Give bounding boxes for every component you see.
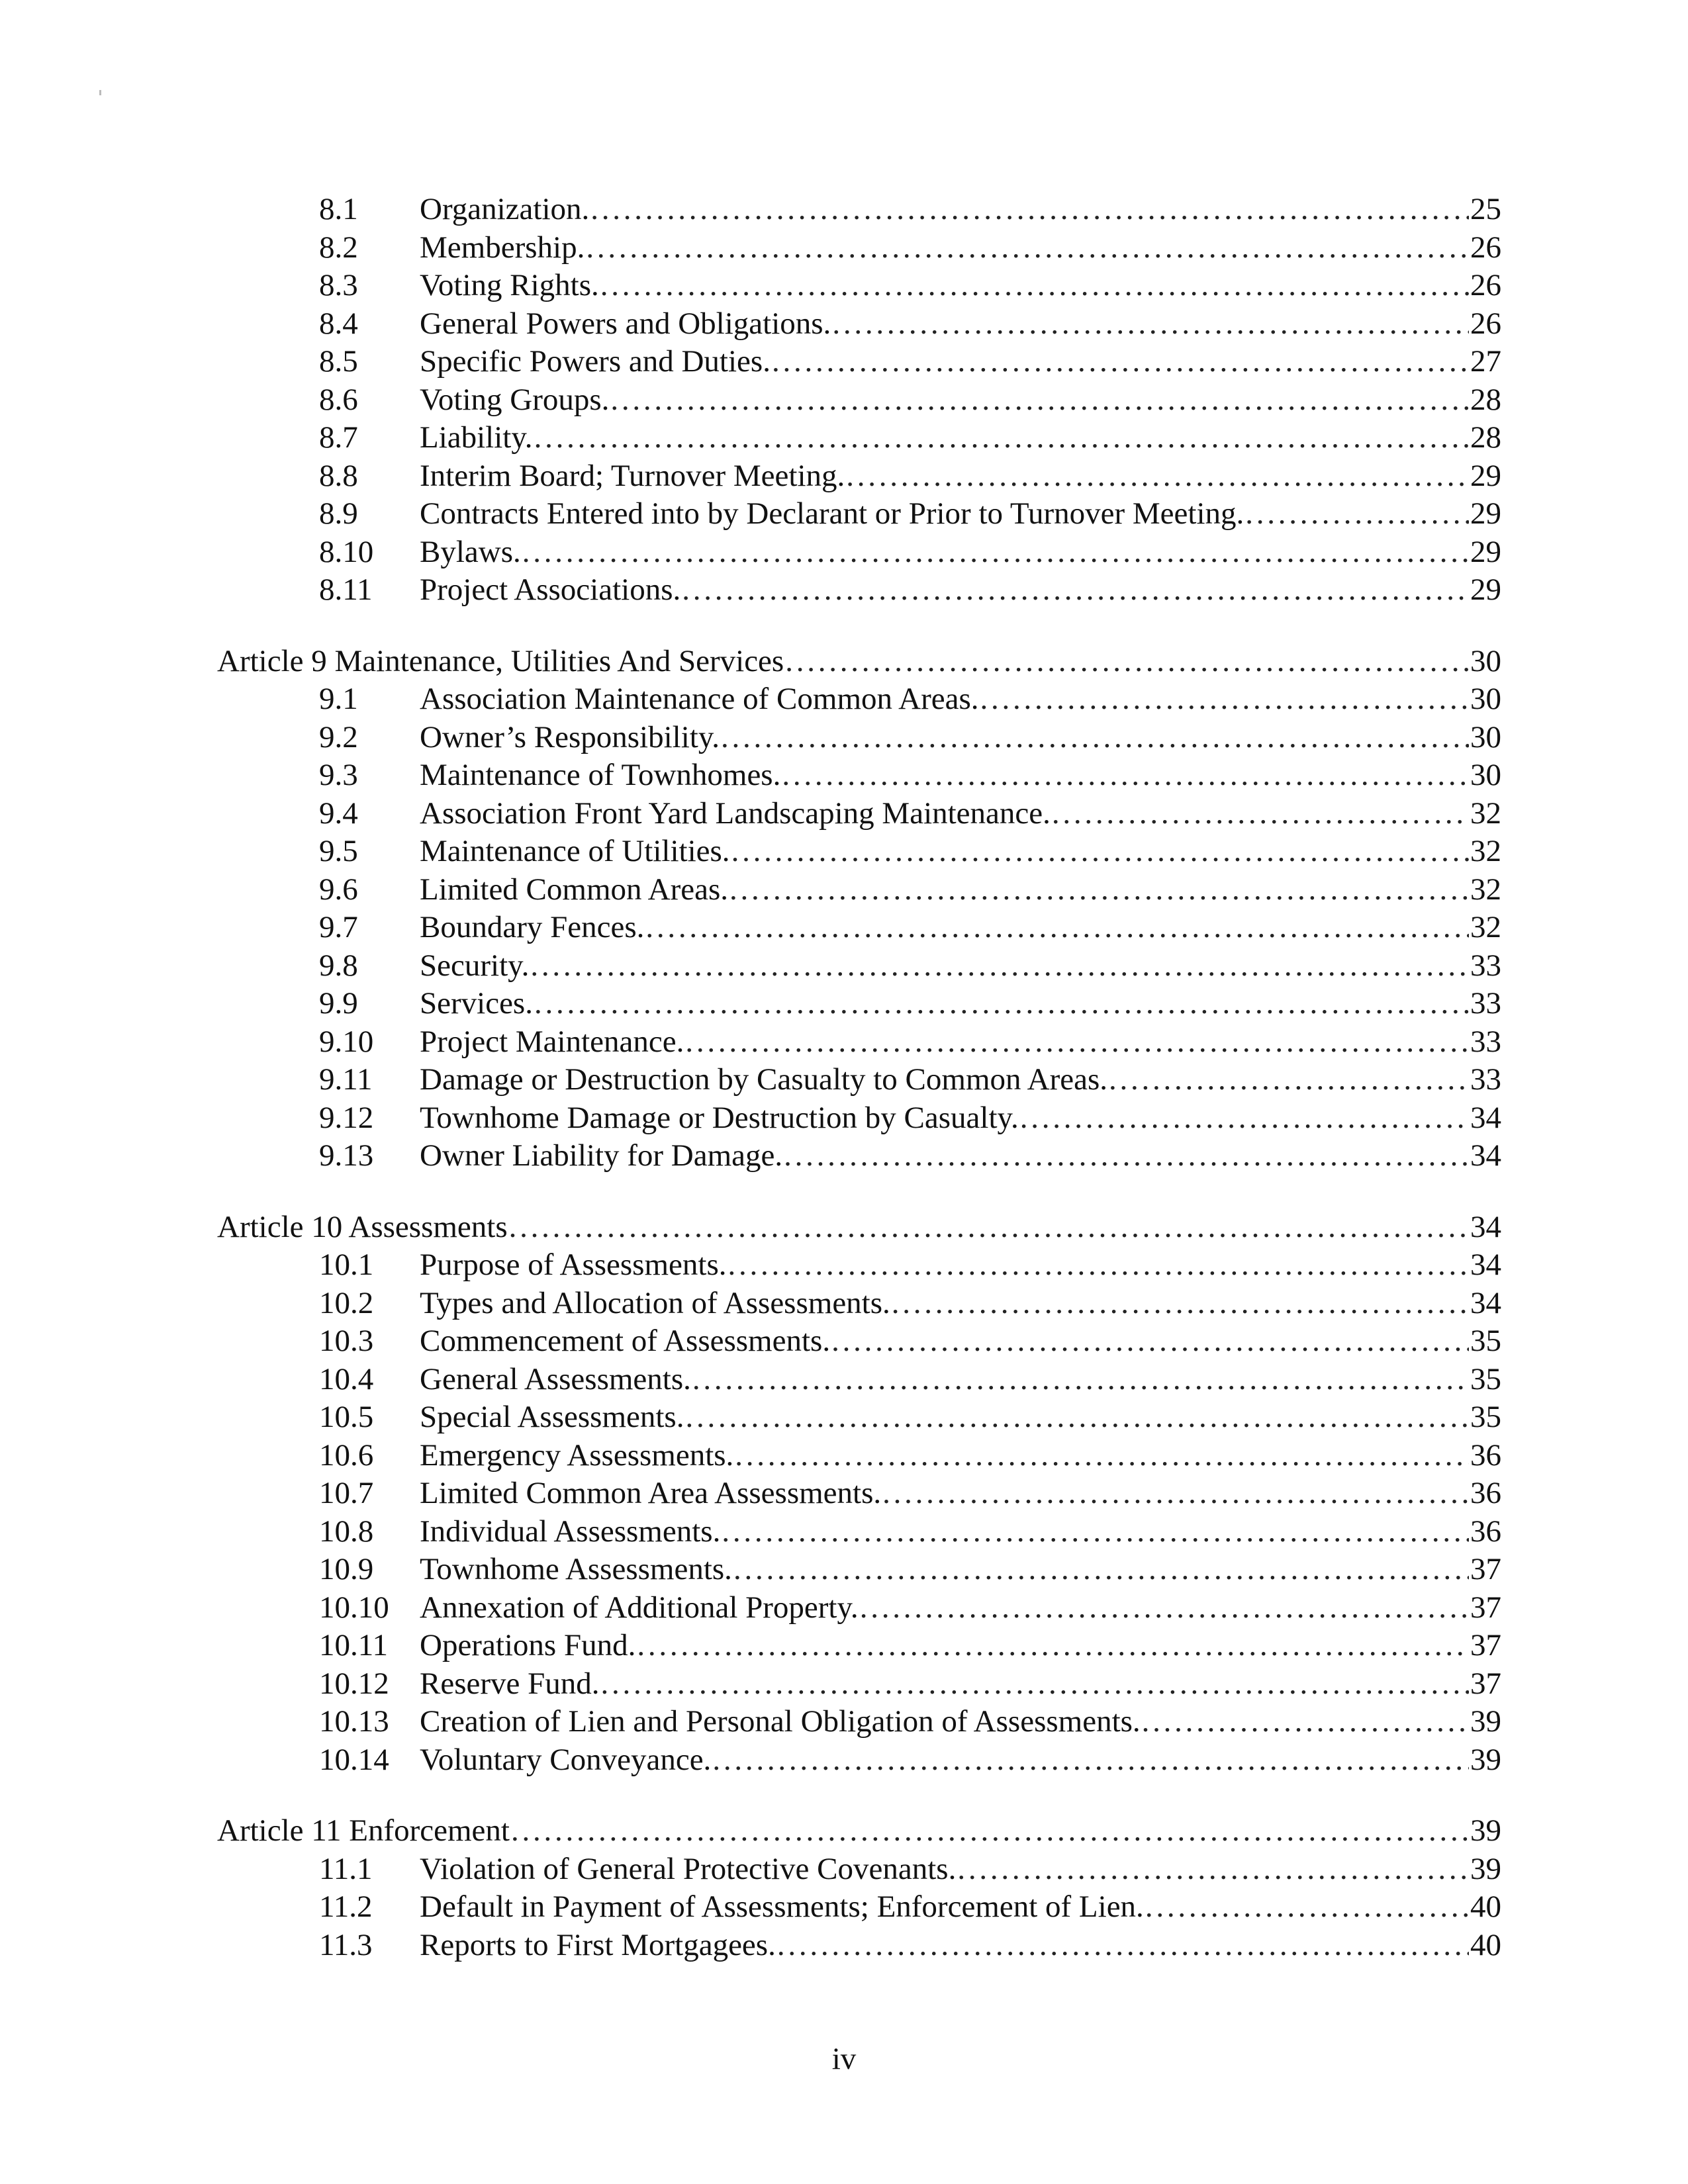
toc-entry-line (420, 1398, 1501, 1437)
toc-entry-number: 10.6 (319, 1437, 374, 1473)
toc-entry-number: 9.11 (319, 1062, 373, 1097)
toc-entry-number: 9.2 (319, 719, 358, 754)
toc-entry-number: 10.9 (319, 1552, 374, 1586)
toc-entry-line (420, 1023, 1501, 1062)
toc-entry-number: 8.7 (319, 420, 358, 455)
toc-dot-leader (860, 1589, 1469, 1627)
toc-entry-number: 8.9 (319, 496, 358, 531)
toc-dot-leader (1142, 1703, 1469, 1741)
toc-entry-title: Limited Common Areas. (420, 872, 729, 907)
toc-entry-title: Special Assessments. (420, 1400, 684, 1434)
toc-entry-title: Contracts Entered into by Declarant or Prior to Turnover Meeting. (420, 496, 1244, 531)
toc-entry-row (217, 457, 1501, 496)
toc-entry-line (420, 1246, 1501, 1285)
toc-dot-leader (610, 381, 1469, 420)
toc-dot-leader (782, 756, 1469, 795)
toc-entry-title: Townhome Assessments. (420, 1552, 732, 1586)
toc-entry-row (217, 909, 1501, 947)
toc-entry-row (217, 229, 1501, 267)
toc-entry-number: 11.3 (319, 1927, 373, 1962)
toc-entry-line (420, 795, 1501, 833)
toc-entry-row (217, 1398, 1501, 1437)
toc-entry-row (217, 1627, 1501, 1665)
toc-entry-row (217, 1322, 1501, 1361)
toc-entry-page: 40 (1470, 1889, 1501, 1924)
toc-entry-line (420, 1475, 1501, 1513)
toc-entry-number: 10.10 (319, 1590, 389, 1625)
toc-entry-number: 10.1 (319, 1248, 374, 1282)
toc-entry-row (217, 1099, 1501, 1138)
toc-entry-title: Owner’s Responsibility. (420, 719, 720, 754)
toc-entry-row (217, 1023, 1501, 1062)
toc-entry-title: Violation of General Protective Covenants. (420, 1851, 957, 1886)
toc-article-title: Article 9 Maintenance, Utilities And Services (217, 643, 784, 678)
toc-entry-number: 10.14 (319, 1742, 389, 1777)
toc-entry-number: 10.8 (319, 1514, 374, 1549)
toc-dot-leader (832, 305, 1469, 343)
toc-entry-row (217, 1285, 1501, 1323)
toc-entry-line (420, 985, 1501, 1023)
toc-entry-page: 33 (1470, 1024, 1501, 1059)
toc-entry-title: Reports to First Mortgagees. (420, 1927, 776, 1962)
toc-entry-page: 25 (1470, 192, 1501, 226)
toc-entry-line (420, 571, 1501, 610)
toc-entry-row (217, 833, 1501, 871)
toc-entry-title: Owner Liability for Damage. (420, 1138, 783, 1173)
toc-entry-line (420, 381, 1501, 420)
toc-dot-leader (957, 1850, 1469, 1889)
toc-entry-line (420, 1665, 1501, 1704)
toc-entry-row (217, 719, 1501, 757)
toc-entry-line (420, 1061, 1501, 1099)
toc-entry-row (217, 381, 1501, 420)
toc-entry-number: 9.8 (319, 948, 358, 983)
toc-entry-page: 33 (1470, 986, 1501, 1021)
toc-dot-leader (722, 1513, 1469, 1551)
toc-dot-leader (692, 1361, 1469, 1399)
toc-entry-page: 36 (1470, 1476, 1501, 1510)
toc-entry-number: 10.13 (319, 1704, 389, 1739)
toc-entry-title: General Powers and Obligations. (420, 306, 831, 341)
toc-entry-page: 28 (1470, 420, 1501, 455)
toc-entry-page: 27 (1470, 344, 1501, 379)
toc-entry-page: 32 (1470, 834, 1501, 868)
toc-entry-title: Voluntary Conveyance. (420, 1742, 712, 1777)
scan-speck (99, 90, 101, 95)
toc-entry-page: 26 (1470, 230, 1501, 265)
toc-entry-page: 36 (1470, 1437, 1501, 1473)
toc-dot-leader (1109, 1061, 1469, 1099)
toc-entry-number: 8.6 (319, 382, 358, 417)
toc-entry-title: Commencement of Assessments. (420, 1324, 831, 1358)
toc-entry-number: 9.6 (319, 872, 358, 907)
toc-dot-leader (645, 909, 1469, 947)
toc-entry-page: 37 (1470, 1590, 1501, 1625)
toc-entry-page: 29 (1470, 534, 1501, 569)
toc-entry-page: 37 (1470, 1628, 1501, 1662)
toc-entry-page: 30 (1470, 719, 1501, 754)
toc-dot-leader (522, 533, 1469, 572)
toc-dot-leader (1020, 1099, 1469, 1138)
toc-entry-title: Operations Fund. (420, 1628, 636, 1662)
toc-dot-leader (509, 1208, 1469, 1247)
toc-entry-row (217, 947, 1501, 985)
toc-entry-page: 39 (1470, 1851, 1501, 1886)
toc-entry-line (420, 457, 1501, 496)
toc-entry-line (420, 191, 1501, 229)
toc-article-page: 34 (1470, 1209, 1501, 1244)
toc-entry-number: 8.5 (319, 344, 358, 379)
toc-entry-row (217, 533, 1501, 572)
toc-entry-title: Types and Allocation of Assessments. (420, 1285, 890, 1320)
toc-entry-title: Specific Powers and Duties. (420, 344, 771, 379)
toc-entry-line (420, 1361, 1501, 1399)
toc-entry-number: 8.10 (319, 534, 374, 569)
toc-entry-page: 34 (1470, 1285, 1501, 1320)
toc-entry-line (420, 1888, 1501, 1927)
toc-entry-title: Voting Groups. (420, 382, 610, 417)
toc-article-page: 30 (1470, 643, 1501, 678)
toc-entry-row (217, 1437, 1501, 1475)
toc-dot-leader (777, 1927, 1469, 1965)
toc-entry-line (420, 1513, 1501, 1551)
toc-entry-title: Membership. (420, 230, 585, 265)
toc-dot-leader (727, 1246, 1469, 1285)
toc-entry-number: 8.8 (319, 458, 358, 493)
toc-dot-leader (600, 267, 1469, 305)
toc-entry-number: 10.12 (319, 1666, 389, 1701)
toc-entry-line (420, 947, 1501, 985)
toc-entry-line (420, 343, 1501, 381)
toc-entry-page: 36 (1470, 1514, 1501, 1549)
toc-entry-title: Purpose of Assessments. (420, 1248, 727, 1282)
toc-article-row (217, 1208, 1501, 1247)
toc-article-row (217, 643, 1501, 681)
toc-dot-leader (721, 719, 1469, 757)
toc-entry-title: Services. (420, 986, 533, 1021)
toc-dot-leader (685, 1023, 1469, 1062)
toc-entry-line (420, 833, 1501, 871)
toc-entry-row (217, 871, 1501, 909)
toc-entry-line (420, 1741, 1501, 1780)
toc-entry-title: Maintenance of Utilities. (420, 834, 730, 868)
toc-entry-title: Limited Common Area Assessments. (420, 1476, 882, 1510)
toc-entry-title: Interim Board; Turnover Meeting. (420, 458, 845, 493)
toc-entry-title: Creation of Lien and Personal Obligation of Assessments. (420, 1704, 1141, 1739)
toc-entry-page: 34 (1470, 1138, 1501, 1173)
toc-entry-line (420, 1589, 1501, 1627)
toc-entry-row (217, 1551, 1501, 1589)
toc-entry-line (420, 1850, 1501, 1889)
toc-entry-page: 32 (1470, 796, 1501, 831)
toc-entry-number: 10.11 (319, 1628, 389, 1662)
toc-entry-number: 9.12 (319, 1100, 374, 1135)
toc-entry-page: 26 (1470, 268, 1501, 302)
toc-entry-line (420, 1927, 1501, 1965)
table-of-contents (217, 191, 1501, 1964)
toc-entry-row (217, 680, 1501, 719)
toc-dot-leader (882, 1475, 1469, 1513)
toc-entry-line (420, 1285, 1501, 1323)
toc-entry-page: 35 (1470, 1361, 1501, 1396)
toc-entry-page: 32 (1470, 910, 1501, 944)
toc-entry-page: 28 (1470, 382, 1501, 417)
toc-entry-title: Voting Rights. (420, 268, 599, 302)
toc-entry-row (217, 1888, 1501, 1927)
toc-entry-page: 33 (1470, 948, 1501, 983)
toc-entry-title: Association Front Yard Landscaping Maintenance. (420, 796, 1051, 831)
toc-entry-line (420, 1551, 1501, 1589)
toc-entry-line (420, 1437, 1501, 1475)
toc-dot-leader (1245, 495, 1469, 533)
toc-entry-page: 33 (1470, 1062, 1501, 1097)
toc-entry-title: Bylaws. (420, 534, 521, 569)
toc-entry-number: 10.7 (319, 1476, 374, 1510)
toc-entry-number: 10.4 (319, 1361, 374, 1396)
toc-dot-leader (735, 1437, 1469, 1475)
toc-entry-number: 8.4 (319, 306, 358, 341)
toc-entry-row (217, 1927, 1501, 1965)
toc-dot-leader (892, 1285, 1469, 1323)
toc-entry-row (217, 1665, 1501, 1704)
toc-entry-row (217, 1513, 1501, 1551)
toc-entry-page: 29 (1470, 458, 1501, 493)
toc-dot-leader (785, 643, 1469, 681)
toc-entry-number: 8.2 (319, 230, 358, 265)
toc-entry-title: Damage or Destruction by Casualty to Common Areas. (420, 1062, 1108, 1097)
toc-entry-line (420, 719, 1501, 757)
toc-entry-row (217, 305, 1501, 343)
toc-entry-title: Maintenance of Townhomes. (420, 758, 781, 792)
toc-dot-leader (712, 1741, 1469, 1780)
toc-entry-title: General Assessments. (420, 1361, 691, 1396)
toc-dot-leader (784, 1137, 1469, 1175)
toc-article-line (217, 1812, 1501, 1850)
toc-entry-line (420, 1322, 1501, 1361)
toc-entry-number: 9.3 (319, 758, 358, 792)
toc-entry-line (420, 1627, 1501, 1665)
toc-entry-number: 8.1 (319, 192, 358, 226)
toc-entry-title: Emergency Assessments. (420, 1437, 734, 1473)
toc-dot-leader (586, 229, 1469, 267)
toc-entry-page: 34 (1470, 1248, 1501, 1282)
toc-entry-row (217, 1061, 1501, 1099)
toc-entry-row (217, 985, 1501, 1023)
toc-entry-number: 9.1 (319, 682, 358, 716)
page-number: iv (831, 2042, 857, 2076)
toc-entry-row (217, 1246, 1501, 1285)
toc-article-title: Article 11 Enforcement (217, 1813, 510, 1848)
toc-article-line (217, 643, 1501, 681)
toc-dot-leader (980, 680, 1469, 719)
toc-entry-title: Townhome Damage or Destruction by Casualty. (420, 1100, 1019, 1135)
toc-entry-row (217, 495, 1501, 533)
toc-dot-leader (846, 457, 1469, 496)
toc-entry-number: 9.9 (319, 986, 358, 1021)
toc-entry-number: 11.2 (319, 1889, 373, 1924)
toc-entry-title: Liability. (420, 420, 533, 455)
toc-entry-title: Security. (420, 948, 530, 983)
toc-entry-page: 37 (1470, 1552, 1501, 1586)
toc-entry-number: 10.5 (319, 1400, 374, 1434)
toc-entry-title: Default in Payment of Assessments; Enforcement of Lien. (420, 1889, 1144, 1924)
toc-entry-page: 39 (1470, 1742, 1501, 1777)
toc-entry-title: Organization. (420, 192, 590, 226)
toc-entry-page: 35 (1470, 1324, 1501, 1358)
toc-entry-line (420, 909, 1501, 947)
toc-dot-leader (601, 1665, 1469, 1704)
toc-article-title: Article 10 Assessments (217, 1209, 508, 1244)
toc-entry-page: 39 (1470, 1704, 1501, 1739)
toc-entry-row (217, 419, 1501, 457)
toc-entry-page: 32 (1470, 872, 1501, 907)
toc-entry-row (217, 1361, 1501, 1399)
toc-entry-title: Project Maintenance. (420, 1024, 684, 1059)
toc-entry-number: 11.1 (319, 1851, 373, 1886)
toc-entry-number: 10.2 (319, 1285, 374, 1320)
toc-entry-page: 35 (1470, 1400, 1501, 1434)
toc-entry-title: Reserve Fund. (420, 1666, 600, 1701)
toc-entry-page: 30 (1470, 682, 1501, 716)
toc-entry-number: 8.11 (319, 572, 373, 607)
toc-entry-page: 26 (1470, 306, 1501, 341)
toc-entry-line (420, 756, 1501, 795)
toc-entry-number: 9.5 (319, 834, 358, 868)
toc-entry-row (217, 571, 1501, 610)
toc-entry-row (217, 1850, 1501, 1889)
toc-entry-line (420, 1099, 1501, 1138)
toc-dot-leader (831, 1322, 1469, 1361)
toc-article-page: 39 (1470, 1813, 1501, 1848)
toc-entry-number: 8.3 (319, 268, 358, 302)
toc-entry-row (217, 1137, 1501, 1175)
toc-entry-number: 9.4 (319, 796, 358, 831)
toc-dot-leader (590, 191, 1469, 229)
toc-dot-leader (530, 947, 1469, 985)
toc-entry-title: Individual Assessments. (420, 1514, 721, 1549)
toc-entry-line (420, 419, 1501, 457)
toc-entry-row (217, 1475, 1501, 1513)
toc-entry-line (420, 680, 1501, 719)
toc-entry-number: 9.10 (319, 1024, 374, 1059)
toc-entry-row (217, 1741, 1501, 1780)
toc-entry-page: 30 (1470, 758, 1501, 792)
toc-entry-row (217, 267, 1501, 305)
toc-dot-leader (682, 571, 1469, 610)
toc-dot-leader (1145, 1888, 1469, 1927)
toc-entry-row (217, 1703, 1501, 1741)
toc-entry-line (420, 495, 1501, 533)
toc-article-row (217, 1812, 1501, 1850)
toc-dot-leader (534, 419, 1469, 457)
toc-entry-line (420, 229, 1501, 267)
toc-dot-leader (637, 1627, 1469, 1665)
toc-entry-row (217, 343, 1501, 381)
toc-dot-leader (511, 1812, 1469, 1850)
toc-dot-leader (731, 833, 1469, 871)
toc-entry-line (420, 267, 1501, 305)
toc-article-line (217, 1208, 1501, 1247)
toc-entry-number: 9.7 (319, 910, 358, 944)
toc-entry-row (217, 756, 1501, 795)
toc-entry-page: 37 (1470, 1666, 1501, 1701)
toc-entry-line (420, 1137, 1501, 1175)
toc-dot-leader (534, 985, 1469, 1023)
toc-entry-line (420, 533, 1501, 572)
toc-entry-title: Annexation of Additional Property. (420, 1590, 859, 1625)
toc-entry-line (420, 1703, 1501, 1741)
toc-entry-page: 29 (1470, 572, 1501, 607)
toc-entry-page: 34 (1470, 1100, 1501, 1135)
toc-entry-line (420, 305, 1501, 343)
toc-entry-number: 9.13 (319, 1138, 374, 1173)
toc-entry-line (420, 871, 1501, 909)
toc-dot-leader (733, 1551, 1469, 1589)
toc-entry-page: 40 (1470, 1927, 1501, 1962)
toc-entry-row (217, 1589, 1501, 1627)
toc-entry-title: Project Associations. (420, 572, 681, 607)
toc-dot-leader (685, 1398, 1469, 1437)
toc-entry-row (217, 191, 1501, 229)
toc-entry-page: 29 (1470, 496, 1501, 531)
toc-entry-number: 10.3 (319, 1324, 374, 1358)
toc-dot-leader (772, 343, 1469, 381)
toc-entry-row (217, 795, 1501, 833)
toc-entry-title: Association Maintenance of Common Areas. (420, 682, 979, 716)
toc-dot-leader (729, 871, 1469, 909)
toc-dot-leader (1052, 795, 1469, 833)
toc-entry-title: Boundary Fences. (420, 910, 645, 944)
